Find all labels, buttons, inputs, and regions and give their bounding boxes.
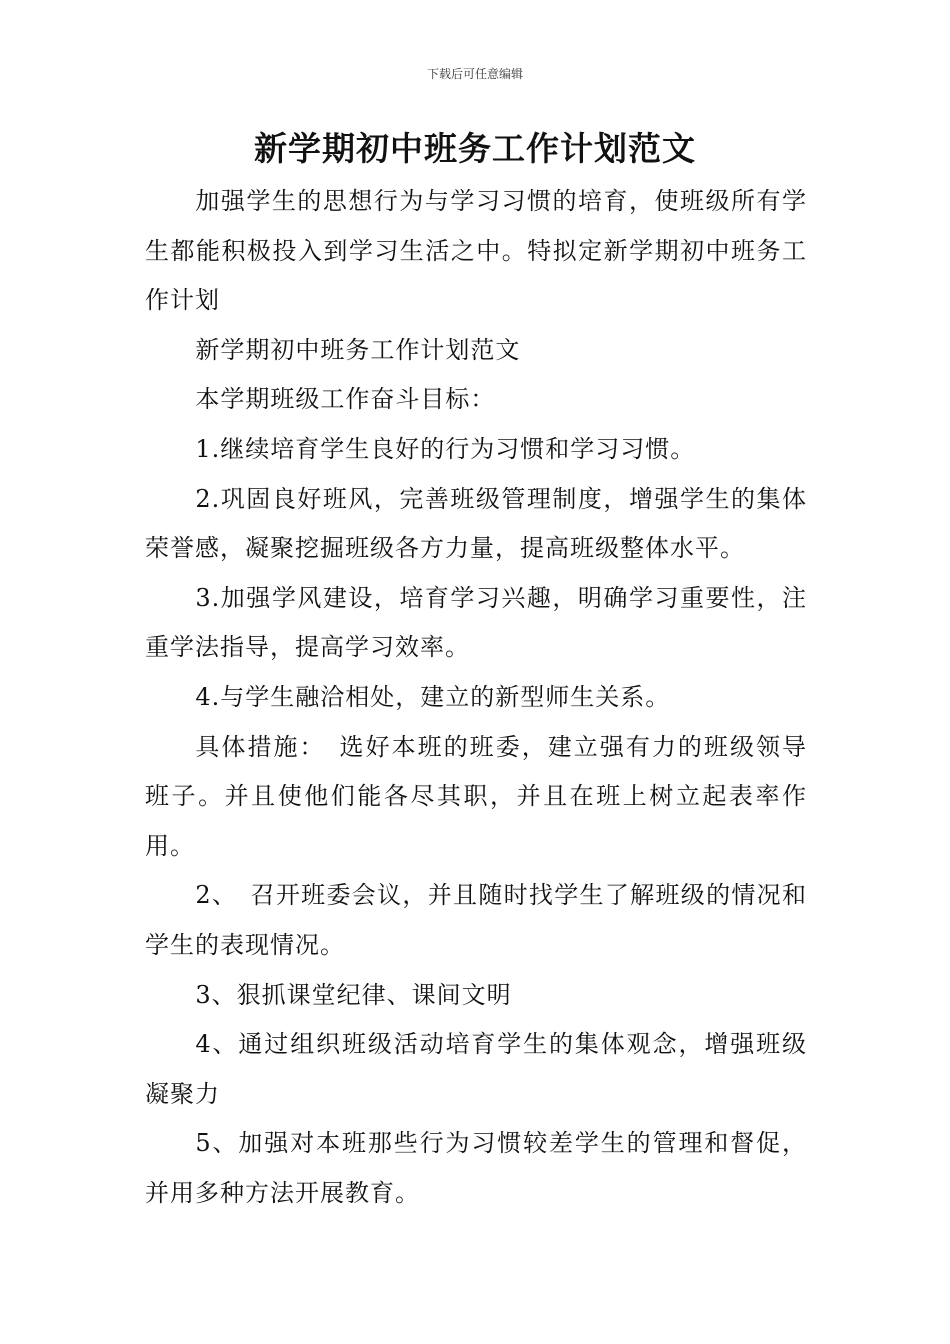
paragraph-goal-2: 2.巩固良好班风，完善班级管理制度，增强学生的集体荣誉感，凝聚挖掘班级各方力量，提高班级整体水平。 xyxy=(145,484,807,563)
paragraph-intro: 加强学生的思想行为与学习习惯的培育，使班级所有学生都能积极投入到学习生活之中。特拟定新学期初中班务工作计划 xyxy=(145,187,807,315)
paragraph-goal-1: 1.继续培育学生良好的行为习惯和学习习惯。 xyxy=(195,434,696,463)
paragraph-goal-4: 4.与学生融洽相处，建立的新型师生关系。 xyxy=(195,682,671,711)
paragraph-measure-3: 3、狠抓课堂纪律、课间文明 xyxy=(195,980,512,1009)
paragraph-measure-5: 5、加强对本班那些行为习惯较差学生的管理和督促，并用多种方法开展教育。 xyxy=(145,1129,807,1207)
document-body xyxy=(145,177,807,1218)
paragraph-goals-heading: 本学期班级工作奋斗目标： xyxy=(195,385,496,414)
paragraph-subtitle: 新学期初中班务工作计划范文 xyxy=(195,335,521,364)
document-title: 新学期初中班务工作计划范文 xyxy=(254,129,696,168)
paragraph-measure-2: 2、 召开班委会议，并且随时找学生了解班级的情况和学生的表现情况。 xyxy=(145,881,807,959)
paragraph-goal-3: 3.加强学风建设，培育学习兴趣，明确学习重要性，注重学法指导，提高学习效率。 xyxy=(145,583,807,662)
paragraph-measure-4: 4、通过组织班级活动培育学生的集体观念，增强班级凝聚力 xyxy=(145,1030,807,1108)
paragraph-measures: 具体措施： 选好本班的班委，建立强有力的班级领导班子。并且使他们能各尽其职，并且在班上树立起表率作用。 xyxy=(145,732,807,860)
header-note: 下载后可任意编辑 xyxy=(426,67,523,81)
